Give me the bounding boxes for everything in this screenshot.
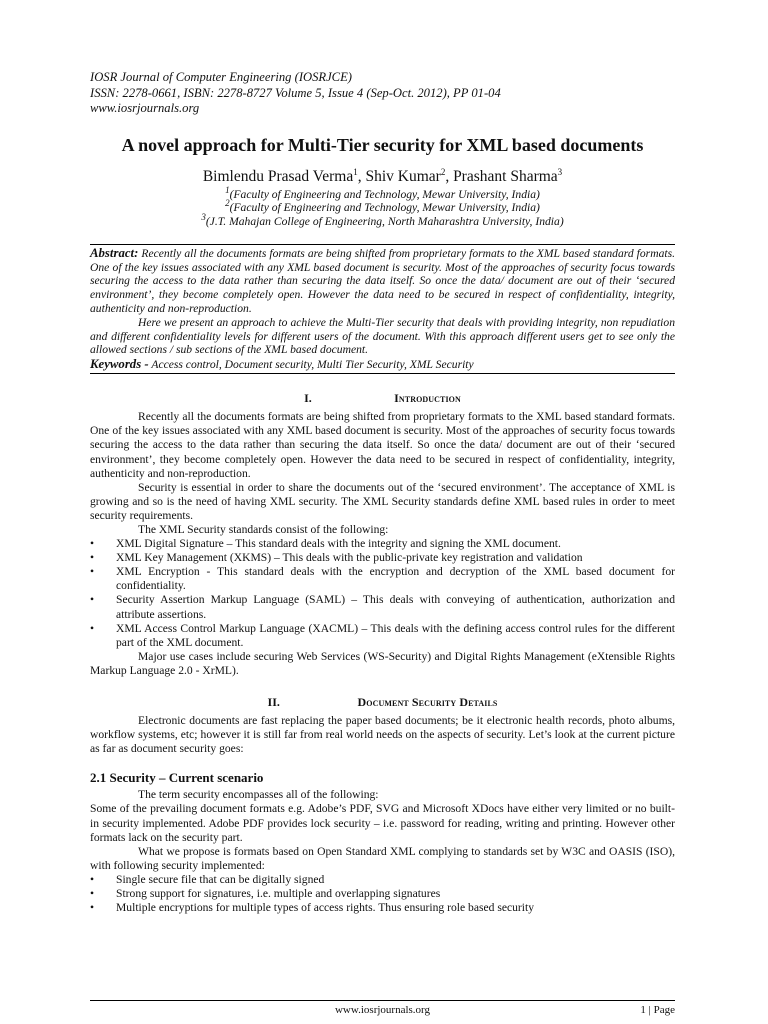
paper-page (90, 70, 675, 915)
affiliation: $^2$(Faculty of Engineering and Technology, Mewar University, India) (225, 198, 540, 215)
subsection-heading: 2.1 Security – Current scenario (90, 770, 264, 786)
body-paragraph: Major use cases include securing Web Services (WS-Security) and Digital Rights Management (eXtensible Rights Markup Language 2.0 - XrML). (90, 649, 675, 677)
journal-name: IOSR Journal of Computer Engineering (IOSRJCE) (90, 70, 352, 84)
author-name: Shiv Kumar (365, 167, 441, 185)
body-paragraph: Security is essential in order to share the documents out of the ‘secured environment’. The acceptance of XML is growing and so is the need of having XML security. The XML Security standards define XML based rules in order to meet security requirements. (90, 480, 675, 522)
author-list: Bimlendu Prasad Verma$^1$, Shiv Kumar$^2$, Prashant Sharma$^3$ (202, 166, 563, 185)
section-number: I. (304, 391, 312, 406)
body-paragraph: The XML Security standards consist of the following: (138, 523, 389, 537)
list-item: • XML Access Control Markup Language (XACML) – This deals with the defining access control rules for the different part of the XML document. (90, 621, 675, 649)
abstract-label: Abstract: (90, 245, 139, 260)
section-number: II. (267, 695, 280, 710)
affiliation: $^1$(Faculty of Engineering and Technology, Mewar University, India) (225, 184, 540, 201)
author-sup: 1 (353, 166, 358, 177)
abstract-box (90, 244, 675, 374)
bullet-icon: • (90, 537, 95, 551)
list-item: • XML Encryption - This standard deals with the encryption and decryption of the XML based document for confidentiality. (90, 565, 675, 593)
list-item: • Strong support for signatures, i.e. multiple and overlapping signatures (90, 886, 441, 900)
author-sup: 3 (557, 166, 563, 177)
bullet-icon: • (90, 872, 95, 886)
section-heading (90, 391, 675, 406)
body-paragraph: What we propose is formats based on Open Standard XML complying to standards set by W3C and OASIS (ISO), with following security implemented: (90, 844, 675, 872)
affiliation-list (90, 184, 675, 229)
body-paragraph: Recently all the documents formats are being shifted from proprietary formats to the XML based standard formats. One of the key issues associated with any XML based document is security. Most of the approaches of security focus towards securing the access to the data rather than securing the data itself. So once the data/ document are out of their ‘secured environment’, they become completely open. However the data need to be secured in respect of confidentiality, integrity, authenticity and non-reproduction. (90, 410, 675, 480)
affiliation: $^3$(J.T. Mahajan College of Engineering, North Maharashtra University, India) (201, 212, 564, 229)
keywords: Keywords - Access control, Document security, Multi Tier Security, XML Security (90, 357, 474, 372)
abstract-paragraph: Abstract: Recently all the documents formats are being shifted from proprietary formats to the XML based standard formats. One of the key issues associated with any XML based document is security. Most of the approaches of security focus towards securing the access to the data rather than securing the data itself. So once the data/ document are out of their ‘secured environment’, they become completely open. However the data need to be secured in respect of confidentiality, integrity, authenticity and non-reproduction. (90, 245, 675, 316)
section-title: Introduction (394, 391, 461, 406)
abstract-paragraph: Here we present an approach to achieve the Multi-Tier security that deals with providing integrity, non repudiation and different confidentiality levels for different users of the document. With this approach different users get to see only the allowed sections / sub sections of the XML based document. (90, 315, 675, 357)
author-sup: 2 (440, 166, 446, 177)
bullet-icon: • (90, 886, 95, 900)
section-title: Document Security Details (357, 695, 498, 710)
bullet-list (90, 537, 675, 650)
journal-header (90, 70, 675, 117)
footer-url[interactable]: www.iosrjournals.org (334, 1004, 431, 1016)
bullet-icon: • (90, 551, 95, 565)
author-name: Bimlendu Prasad Verma (202, 167, 354, 185)
journal-url[interactable]: www.iosrjournals.org (90, 101, 200, 115)
list-item: • Multiple encryptions for multiple types of access rights. Thus ensuring role based security (90, 901, 535, 915)
paper-title: A novel approach for Multi-Tier security for XML based documents (121, 134, 644, 155)
bullet-icon: • (90, 901, 95, 915)
keywords-label: Keywords - (90, 357, 149, 372)
bullet-icon: • (90, 621, 95, 635)
list-item: • Security Assertion Markup Language (SAML) – This deals with conveying of authentication, authorization and attribute assertions. (90, 593, 675, 621)
list-item: • XML Digital Signature – This standard deals with the integrity and signing the XML document. (90, 537, 561, 551)
body-paragraph: The term security encompasses all of the following: (138, 788, 379, 802)
bullet-icon: • (90, 565, 95, 579)
section-heading (90, 695, 675, 710)
page-number: 1 | Page (640, 1004, 675, 1016)
page-footer (90, 1000, 675, 1016)
body-paragraph: Electronic documents are fast replacing the paper based documents; be it electronic health records, photo albums, workflow systems, etc; however it is still far from real world needs on the aspects of security. Let’s look at the current picture as far as document security goes: (90, 714, 675, 756)
list-item: • XML Key Management (XKMS) – This deals with the public-private key registration and validation (90, 551, 583, 565)
author-name: Prashant Sharma (453, 167, 558, 185)
bullet-icon: • (90, 593, 95, 607)
body-paragraph: Some of the prevailing document formats e.g. Adobe’s PDF, SVG and Microsoft XDocs have either very limited or no built-in security implemented. Adobe PDF provides lock security – i.e. password for reading, writing and printing. However other formats lack on the security part. (90, 802, 675, 844)
journal-issn: ISSN: 2278-0661, ISBN: 2278-8727 Volume 5, Issue 4 (Sep-Oct. 2012), PP 01-04 (90, 85, 501, 100)
list-item: • Single secure file that can be digitally signed (90, 872, 325, 886)
bullet-list (90, 873, 675, 915)
